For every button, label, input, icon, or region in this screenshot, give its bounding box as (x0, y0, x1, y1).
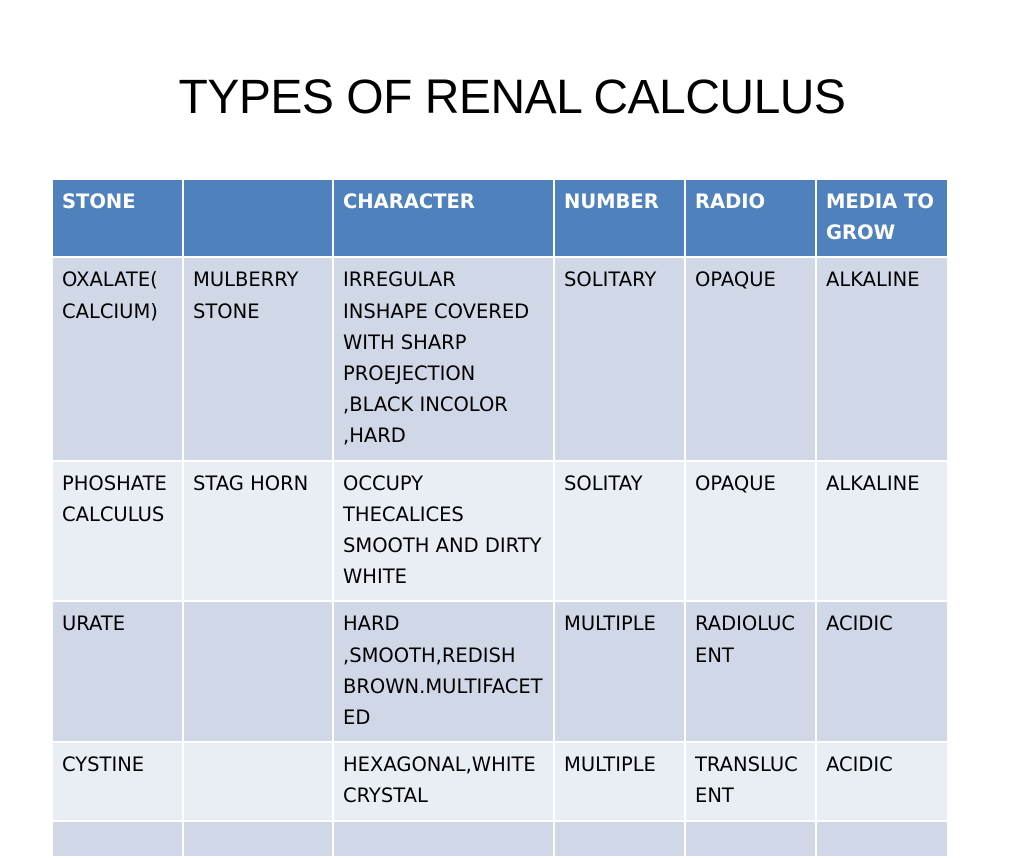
cell-name (183, 821, 333, 857)
cell-number: MULTIPLE (554, 742, 685, 820)
cell-stone: PHOSHATE CALCULUS (52, 461, 183, 602)
cell-name (183, 601, 333, 742)
cell-character (333, 821, 554, 857)
table-row (52, 461, 948, 602)
cell-radio (685, 821, 816, 857)
cell-radio: OPAQUE (685, 257, 816, 460)
cell-radio: OPAQUE (685, 461, 816, 602)
header-media-to-grow: MEDIA TO GROW (816, 179, 948, 257)
cell-stone (52, 821, 183, 857)
header-name (183, 179, 333, 257)
cell-stone: OXALATE( CALCIUM) (52, 257, 183, 460)
cell-media: ALKALINE (816, 461, 948, 602)
header-radio: RADIO (685, 179, 816, 257)
cell-radio: RADIOLUCENT (685, 601, 816, 742)
cell-media: ACIDIC (816, 601, 948, 742)
header-character: CHARACTER (333, 179, 554, 257)
cell-number: SOLITARY (554, 257, 685, 460)
cell-number: MULTIPLE (554, 601, 685, 742)
cell-name (183, 742, 333, 820)
cell-character: HARD ,SMOOTH,REDISH BROWN.MULTIFACETED (333, 601, 554, 742)
cell-media: ALKALINE (816, 257, 948, 460)
renal-calculus-table (51, 178, 949, 858)
header-number: NUMBER (554, 179, 685, 257)
table-row (52, 601, 948, 742)
cell-number: SOLITAY (554, 461, 685, 602)
cell-character: IRREGULAR INSHAPE COVERED WITH SHARP PROEJECTION ,BLACK INCOLOR ,HARD (333, 257, 554, 460)
cell-media (816, 821, 948, 857)
cell-character: OCCUPY THECALICES SMOOTH AND DIRTY WHITE (333, 461, 554, 602)
table-header-row (52, 179, 948, 257)
cell-radio: TRANSLUCENT (685, 742, 816, 820)
slide-title: TYPES OF RENAL CALCULUS (178, 71, 846, 124)
table-row (52, 257, 948, 460)
cell-stone: CYSTINE (52, 742, 183, 820)
cell-stone: URATE (52, 601, 183, 742)
table-row (52, 821, 948, 857)
cell-number (554, 821, 685, 857)
table-row (52, 742, 948, 820)
header-stone: STONE (52, 179, 183, 257)
cell-media: ACIDIC (816, 742, 948, 820)
cell-character: HEXAGONAL,WHITE CRYSTAL (333, 742, 554, 820)
cell-name: MULBERRY STONE (183, 257, 333, 460)
cell-name: STAG HORN (183, 461, 333, 602)
